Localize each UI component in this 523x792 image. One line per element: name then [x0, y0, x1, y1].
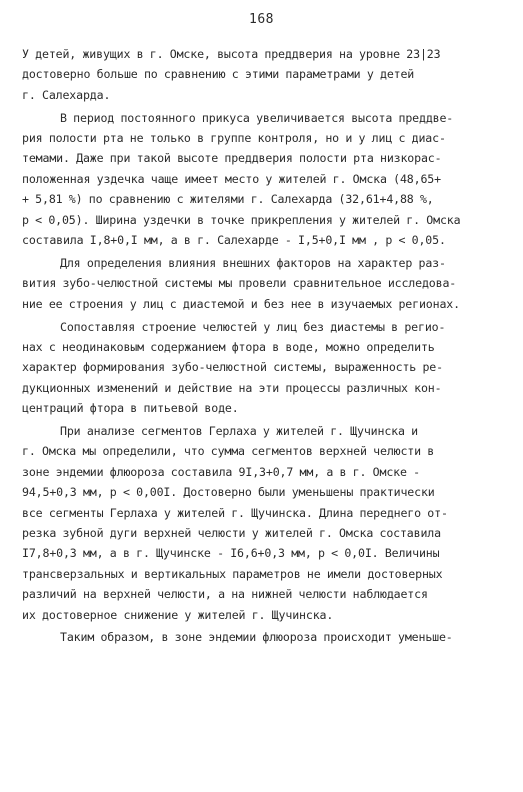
text-line: Сопоставляя строение челюстей у лиц без диастемы в регио- — [60, 319, 446, 334]
text-line: темами. Даже при такой высоте преддверия полости рта низкорас- — [22, 151, 442, 166]
text-line: их достоверное снижение у жителей г. Щучинска. — [22, 607, 334, 622]
text-line: Таким образом, в зоне эндемии флюороза происходит уменьше- — [60, 630, 453, 645]
text-line: У детей, живущих в г. Омске, высота преддверия на уровне 23|23 — [22, 47, 441, 61]
text-line: достоверно больше по сравнению с этими параметрами у детей — [22, 67, 415, 82]
text-line: характер формирования зубо-челюстной системы, выраженность ре- — [22, 360, 443, 375]
text-line: При анализе сегментов Герлаха у жителей г. Щучинска и — [60, 424, 418, 439]
text-line: трансверзальных и вертикальных параметров не имели достоверных — [22, 566, 443, 581]
text-line: ние ее строения у лиц с диастемой и без нее в изучаемых регионах. — [22, 296, 460, 311]
text-line: резка зубной дуги верхней челюсти у жителей г. Омска составила — [22, 525, 441, 540]
text-line: 94,5+0,3 мм, р < 0,00I. Достоверно были уменьшены практически — [22, 485, 435, 500]
text-line: рия полости рта не только в группе контроля, но и у лиц с диас- — [22, 131, 446, 146]
text-line: нах с неодинаковым содержанием фтора в воде, можно определить — [22, 339, 435, 354]
text-line: различий на верхней челюсти, а на нижней челюсти наблюдается — [22, 587, 428, 602]
text-line: г. Омска мы определили, что сумма сегментов верхней челюсти в — [22, 444, 435, 459]
text-line: зоне эндемии флюороза составила 9I,3+0,7 мм, а в г. Омске - — [22, 464, 420, 479]
text-line: положенная уздечка чаще имеет место у жителей г. Омска (48,65+ — [22, 171, 441, 186]
body-text — [22, 44, 506, 648]
text-line: составила I,8+0,I мм, а в г. Салехарде - I,5+0,I мм , р < 0,05. — [22, 233, 446, 248]
text-line: р < 0,05). Ширина уздечки в точке прикрепления у жителей г. Омска — [22, 212, 461, 227]
text-line: г. Салехарда. — [22, 87, 111, 102]
text-line: все сегменты Герлаха у жителей г. Щучинска. Длина переднего от- — [22, 505, 448, 520]
page-number: 168 — [249, 12, 274, 27]
text-line: Для определения влияния внешних факторов на характер раз- — [60, 255, 446, 270]
text-line: + 5,81 %) по сравнению с жителями г. Салехарда (32,61+4,88 %, — [22, 192, 434, 207]
text-line: вития зубо-челюстной системы мы провели сравнительное исследова- — [22, 276, 457, 291]
text-line: В период постоянного прикуса увеличивается высота преддве- — [60, 110, 454, 125]
text-line: I7,8+0,3 мм, а в г. Щучинске - I6,6+0,3 мм, р < 0,0I. Величины — [22, 546, 440, 561]
text-line: дукционных изменений и действие на эти процессы различных кон- — [22, 380, 442, 395]
text-line: центраций фтора в питьевой воде. — [22, 401, 239, 416]
